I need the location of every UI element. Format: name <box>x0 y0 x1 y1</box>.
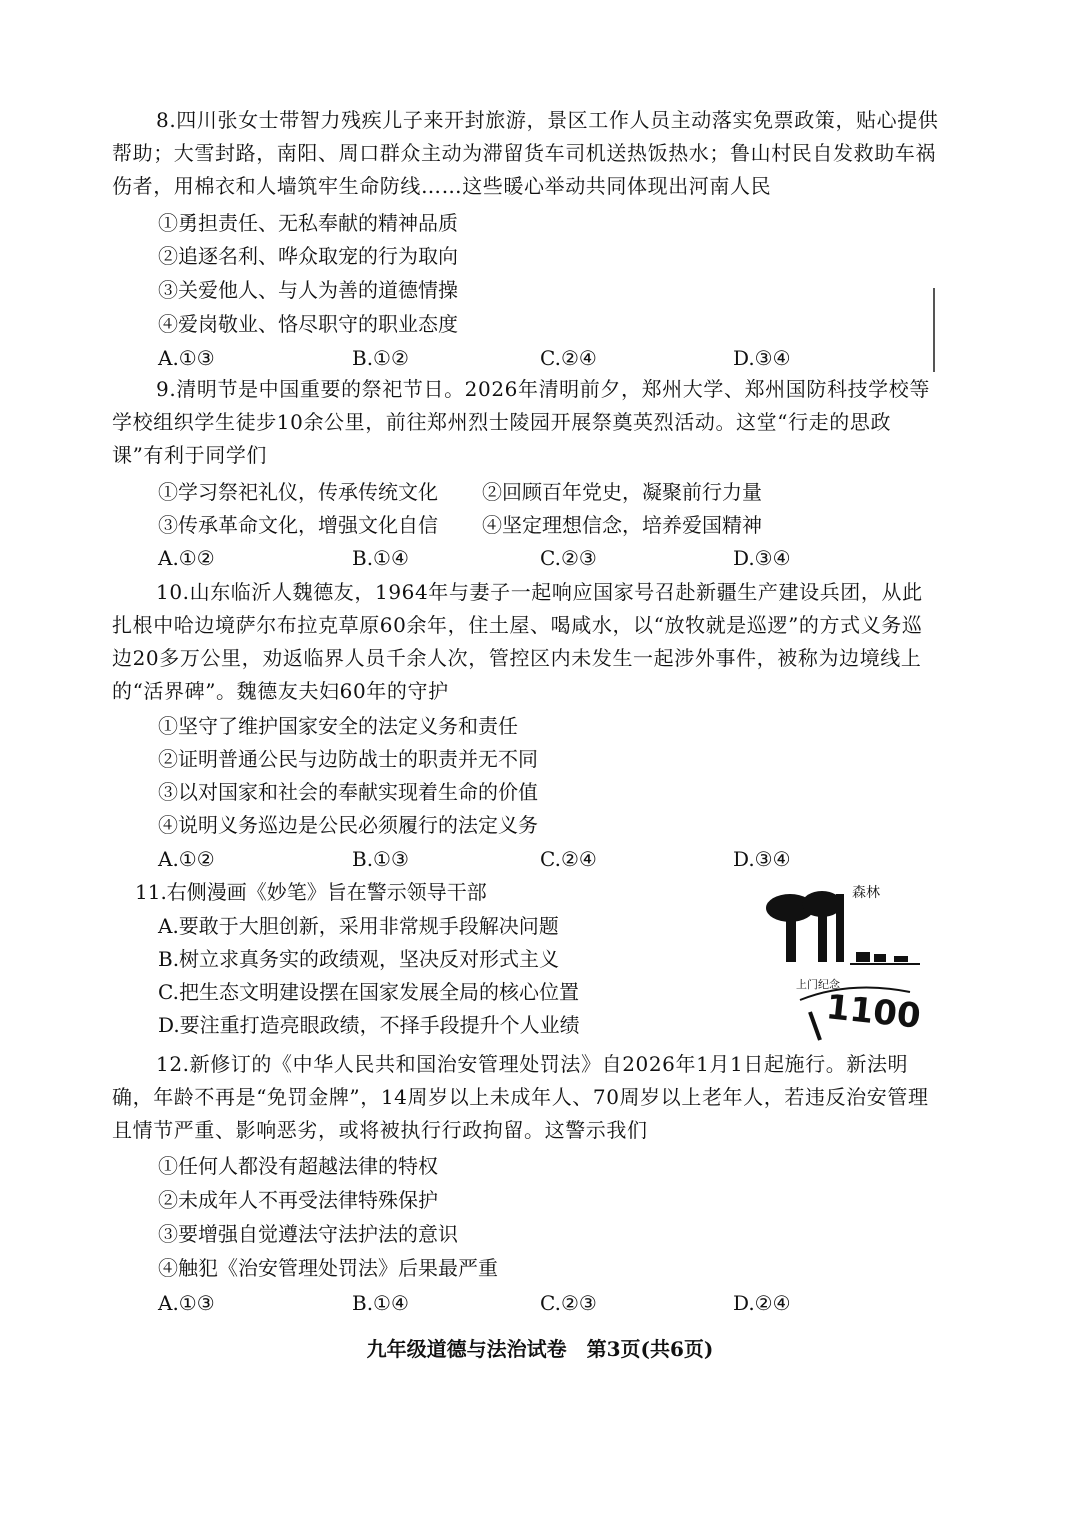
q9-choice-b: B.①④ <box>352 546 409 570</box>
question-10-stem: 10.山东临沂人魏德友，1964年与妻子一起响应国家号召赴新疆生产建设兵团，从此扎根中哈边境萨尔布拉克草原60余年，住土屋、喝咸水，以“放牧就是巡逻”的方式义务巡边20多万公里，劝返临界人员千余人次，管控区内未发生一起涉外事件，被称为边境线上的“活界碑”。魏德友夫妇60年的守护 <box>112 580 923 703</box>
question-12 <box>112 1048 942 1147</box>
question-11-stem: 11.右侧漫画《妙笔》旨在警示领导干部 <box>135 880 487 904</box>
q10-choice-a: A.①② <box>158 847 215 871</box>
q12-choice-b: B.①④ <box>352 1291 409 1315</box>
q8-option-3: ③关爱他人、与人为善的道德情操 <box>158 278 458 302</box>
q10-option-4: ④说明义务巡边是公民必须履行的法定义务 <box>158 813 538 837</box>
q10-choice-d: D.③④ <box>733 847 791 871</box>
page-footer: 九年级道德与法治试卷 第3页(共6页) <box>366 1337 714 1361</box>
q12-option-2: ②未成年人不再受法律特殊保护 <box>158 1188 438 1212</box>
q10-option-3: ③以对国家和社会的奉献实现着生命的价值 <box>158 780 538 804</box>
question-8 <box>112 104 942 203</box>
q9-choice-c: C.②③ <box>540 546 597 570</box>
q9-option-2: ②回顾百年党史，凝聚前行力量 <box>482 480 762 504</box>
q12-choice-d: D.②④ <box>733 1291 791 1315</box>
question-12-stem: 12.新修订的《中华人民共和国治安管理处罚法》自2026年1月1日起施行。新法明确，年龄不再是“免罚金牌”，14周岁以上未成年人、70周岁以上老年人，若违反治安管理且情节严重、影响恶劣，或将被执行行政拘留。这警示我们 <box>112 1052 929 1142</box>
q10-choice-c: C.②④ <box>540 847 597 871</box>
question-10 <box>112 576 942 708</box>
q11-option-d: D.要注重打造亮眼政绩，不择手段提升个人业绩 <box>158 1013 580 1037</box>
q12-option-4: ④触犯《治安管理处罚法》后果最严重 <box>158 1256 498 1280</box>
q12-choice-a: A.①③ <box>158 1291 215 1315</box>
q9-choice-a: A.①② <box>158 546 215 570</box>
cartoon-caption: 森林 <box>852 885 880 901</box>
q9-option-1: ①学习祭祀礼仪，传承传统文化 <box>158 480 438 504</box>
q8-choice-c: C.②④ <box>540 346 597 370</box>
scan-mark <box>933 288 935 372</box>
q11-option-c: C.把生态文明建设摆在国家发展全局的核心位置 <box>158 980 579 1004</box>
q10-option-2: ②证明普通公民与边防战士的职责并无不同 <box>158 747 538 771</box>
q8-option-1: ①勇担责任、无私奉献的精神品质 <box>158 211 458 235</box>
cartoon-number: 1100 <box>824 987 923 1037</box>
q12-option-1: ①任何人都没有超越法律的特权 <box>158 1154 438 1178</box>
q8-choice-a: A.①③ <box>158 346 215 370</box>
cartoon-miaobi <box>760 880 940 1050</box>
q11-option-a: A.要敢于大胆创新，采用非常规手段解决问题 <box>158 914 559 938</box>
question-9 <box>112 373 942 472</box>
q10-choice-b: B.①③ <box>352 847 409 871</box>
q8-option-4: ④爱岗敬业、恪尽职守的职业态度 <box>158 312 458 336</box>
cartoon-small-text: 上门纪念 <box>796 978 840 991</box>
q8-option-2: ②追逐名利、哗众取宠的行为取向 <box>158 244 458 268</box>
q9-option-4: ④坚定理想信念，培养爱国精神 <box>482 513 762 537</box>
q8-choice-d: D.③④ <box>733 346 791 370</box>
q11-option-b: B.树立求真务实的政绩观，坚决反对形式主义 <box>158 947 560 971</box>
question-9-stem: 9.清明节是中国重要的祭祀节日。2026年清明前夕，郑州大学、郑州国防科技学校等学校组织学生徒步10余公里，前往郑州烈士陵园开展祭奠英烈活动。这堂“行走的思政课”有利于同学们 <box>112 377 930 467</box>
q9-option-3: ③传承革命文化，增强文化自信 <box>158 513 438 537</box>
q12-option-3: ③要增强自觉遵法守法护法的意识 <box>158 1222 458 1246</box>
q8-choice-b: B.①② <box>352 346 409 370</box>
q10-option-1: ①坚守了维护国家安全的法定义务和责任 <box>158 714 518 738</box>
question-8-stem: 8.四川张女士带智力残疾儿子来开封旅游，景区工作人员主动落实免票政策，贴心提供帮助；大雪封路，南阳、周口群众主动为滞留货车司机送热饭热水；鲁山村民自发救助车祸伤者，用棉衣和人墙筑牢生命防线……这些暖心举动共同体现出河南人民 <box>112 108 939 198</box>
q9-choice-d: D.③④ <box>733 546 791 570</box>
q12-choice-c: C.②③ <box>540 1291 597 1315</box>
